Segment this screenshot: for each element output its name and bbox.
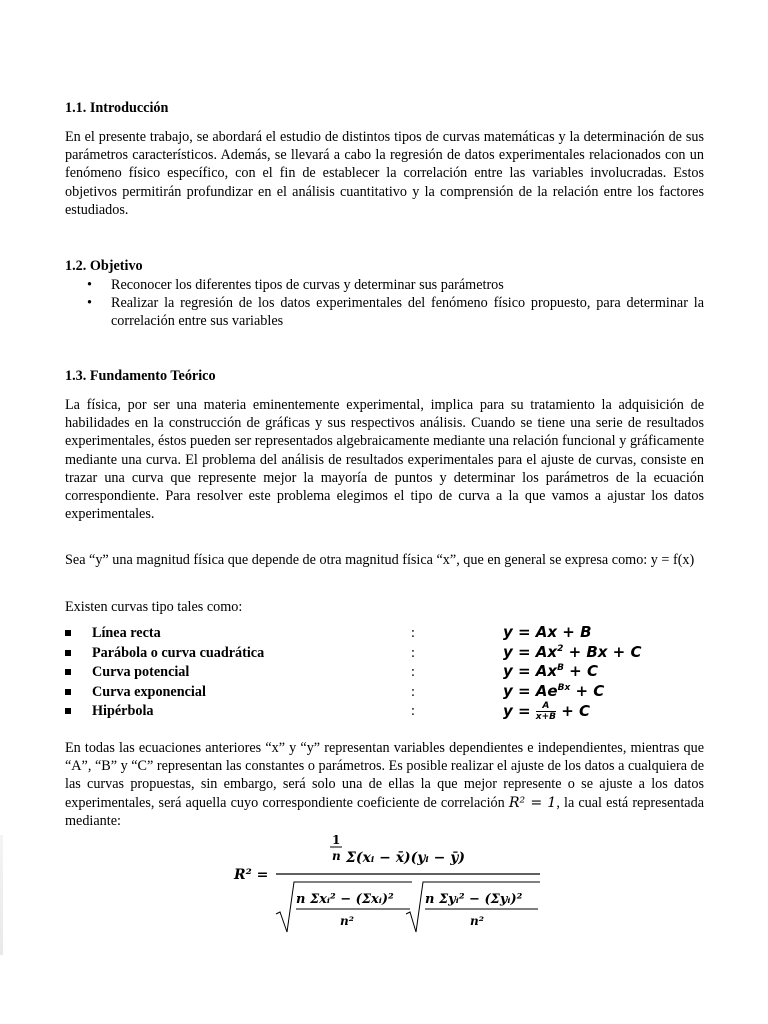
formula-denominator: n Σyᵢ² − (Σyᵢ)² [425,892,523,907]
page-edge-shadow [0,835,3,955]
bullet-icon: • [87,277,92,293]
separator: : [411,683,415,700]
objective-item-text: Reconocer los diferentes tipos de curvas y determinar sus parámetros [111,277,504,293]
intro-paragraph: En el presente trabajo, se abordará el estudio de distintos tipos de curvas matemáticas y la determinación de sus parámetros característicos. Además, se llevará a cabo la regresión de datos experimentales relacionados con un fenómeno físico específico, con el fin de establecer la correlación entre las variables involucradas. Estos objetivos permitirán profundizar en el análisis cuantitativo y la comprensión de la relación entre los factores estudiados. [65,129,704,218]
inline-math: R² = 1 [508,794,557,811]
square-bullet-icon [65,669,71,675]
curve-equation: y = $\frac{A}{x+B}$ + C [503,701,591,722]
curve-name: Curva potencial [92,664,190,680]
theory-paragraph-2: Sea “y” una magnitud física que depende de otra magnitud física “x”, que en general se expresa como: y = f(x) [65,552,695,568]
curve-name: Parábola o curva cuadrática [92,644,265,661]
square-bullet-icon [65,708,71,714]
list-item [65,681,715,704]
list-item [65,276,704,294]
svg-text:n²: n² [470,914,484,928]
formula-numerator: Σ(xᵢ − x̄)(yᵢ − ȳ) [346,850,466,866]
list-item [65,294,704,330]
curve-types-list [65,625,715,723]
objective-list [65,276,704,331]
separator: : [411,644,415,661]
svg-text:n: n [332,849,341,863]
theory-paragraph-1: La física, por ser una materia eminentemente experimental, implica para su tratamiento la adquisición de habilidades en la construcción de gráficas y sus respectivos análisis. Cuando se tiene una serie de resultados experimentales, éstos pueden ser representados algebraicamente mediante una relación funcional y gráficamente mediante una curva. El problema del análisis de resultados experimentales para el ajuste de curvas, consiste en trazar una curva que represente mejor la mayoría de puntos y determinar los parámetros de la ecuación correspondiente. Para resolver este problema elegimos el tipo de curva a la que vamos a ajustar los datos experimentales. [65,397,704,523]
theory-heading: 1.3. Fundamento Teórico [65,368,216,384]
bullet-icon: • [87,295,92,312]
separator: : [411,703,415,719]
separator: : [411,625,415,641]
square-bullet-icon [65,650,71,656]
curve-equation: $y = Ae^{Bx} + C$ [503,681,605,700]
curve-equation: $y = Ax^2 + Bx + C$ [503,642,642,661]
list-item [65,642,715,665]
objective-heading: 1.2. Objetivo [65,258,143,274]
correlation-formula [232,830,552,940]
intro-heading: 1.1. Introducción [65,100,169,116]
paragraph-text: En todas las ecuaciones anteriores “x” y “y” representan variables dependientes e independientes, mientras que “A”, “B” y “C” representan las constantes o parámetros. Es posible realizar el ajuste de los datos a cualquiera de las curvas propuestas, sin embargo, será solo una de ellas la que mejor represente o se ajuste a los datos experimentales, será aquella cuyo correspondiente coeficiente de correlación [65,740,704,811]
paragraph-text: , la cual está representada mediante: [65,794,704,829]
formula-lhs: R² = [234,867,269,883]
square-bullet-icon [65,630,71,636]
curve-equation: y = Ax + B [503,623,592,641]
svg-text:n Σxᵢ² − (Σxᵢ)²: n Σxᵢ² − (Σxᵢ)² [296,892,394,907]
separator: : [411,664,415,680]
theory-paragraph-3: Existen curvas tipo tales como: [65,599,243,615]
objective-item-text: Realizar la regresión de los datos experimentales del fenómeno físico propuesto, para determinar la correlación entre sus variables [111,295,704,330]
curve-name: Hipérbola [92,703,154,719]
list-item [65,703,715,723]
curve-name: Línea recta [92,625,161,641]
square-bullet-icon [65,689,71,695]
svg-text:n²: n² [340,914,354,928]
svg-text:1: 1 [332,833,341,847]
curve-equation: $y = Ax^B + C$ [503,662,598,680]
curve-name: Curva exponencial [92,683,206,700]
theory-paragraph-4 [65,739,704,830]
list-item [65,664,715,684]
